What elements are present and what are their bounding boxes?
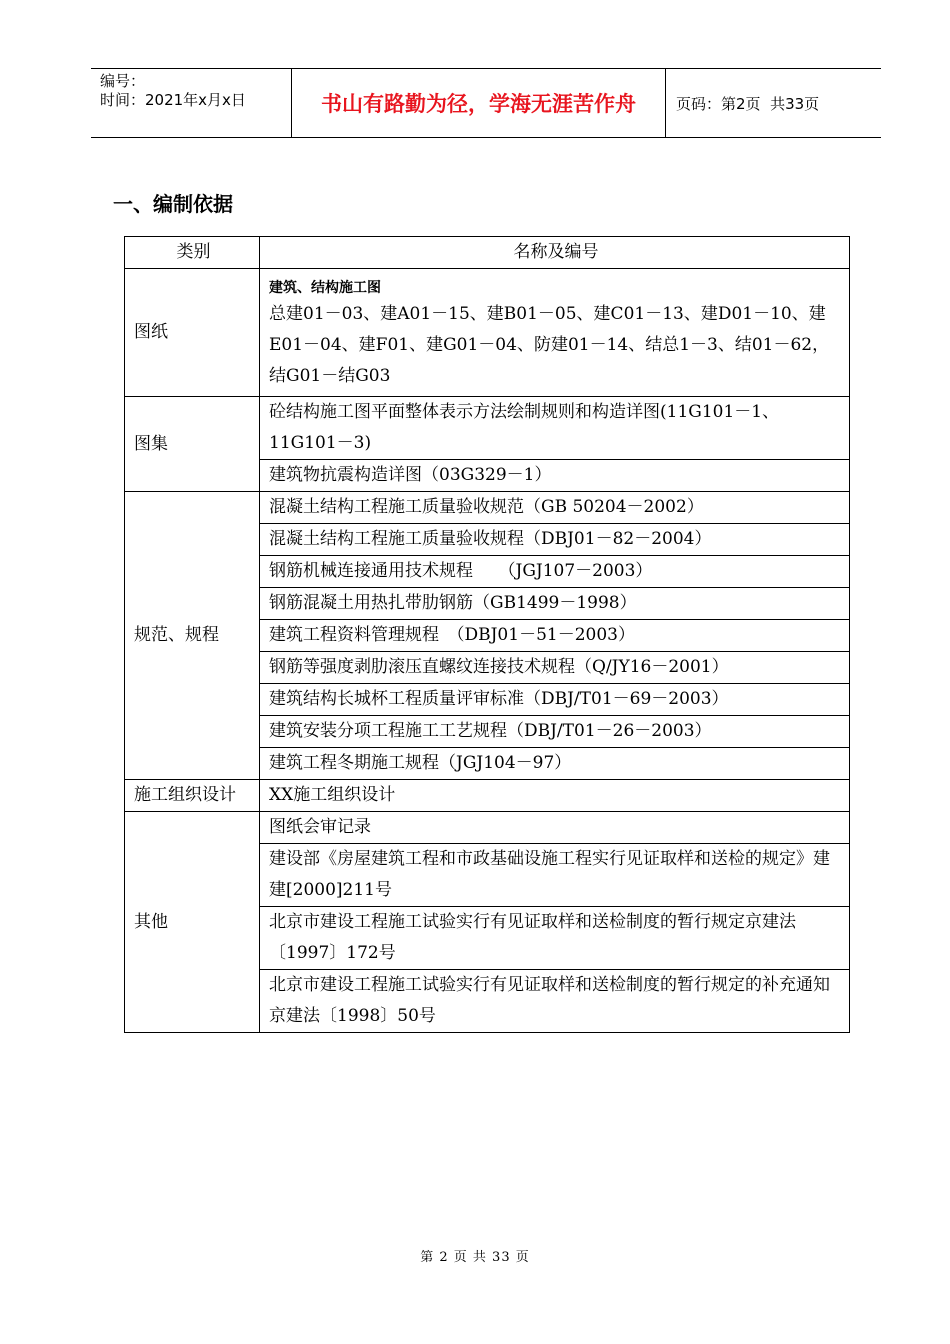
code-item-3: 钢筋机械连接通用技术规程 （JGJ107－2003） [260,556,850,588]
category-drawings: 图纸 [125,269,260,397]
basis-table [124,236,850,1033]
other-item-3: 北京市建设工程施工试验实行有见证取样和送检制度的暂行规定京建法〔1997〕172号 [260,907,850,970]
category-construction: 施工组织设计 [125,780,260,812]
page-footer [0,1246,950,1265]
col-header-category: 类别 [125,237,260,269]
atlas-item-2: 建筑物抗震构造详图（03G329－1） [260,460,850,492]
code-item-2: 混凝土结构工程施工质量验收规程（DBJ01－82－2004） [260,524,850,556]
category-others: 其他 [125,812,260,1033]
number-label: 编号： [100,72,146,90]
category-atlas: 图集 [125,397,260,492]
section-title: 一、编制依据 [113,192,233,216]
other-item-4: 北京市建设工程施工试验实行有见证取样和送检制度的暂行规定的补充通知京建法〔1998〕50号 [260,970,850,1033]
header-page-info [666,69,881,137]
table-row [125,492,850,524]
category-codes: 规范、规程 [125,492,260,780]
table-header-row [125,237,850,269]
code-item-7: 建筑结构长城杯工程质量评审标准（DBJ/T01－69－2003） [260,684,850,716]
header-meta [91,69,292,137]
code-item-4: 钢筋混凝土用热扎带肋钢筋（GB1499－1998） [260,588,850,620]
drawings-subtitle: 建筑、结构施工图 [269,280,381,296]
header-motto: 书山有路勤为径，学海无涯苦作舟 [292,69,666,137]
code-item-6: 钢筋等强度剥肋滚压直螺纹连接技术规程（Q/JY16－2001） [260,652,850,684]
page-info-text: 页码：第2页 共33页 [676,94,820,113]
code-item-9: 建筑工程冬期施工规程（JGJ104－97） [260,748,850,780]
drawings-cell [260,269,850,397]
construction-item: XX施工组织设计 [260,780,850,812]
col-header-name: 名称及编号 [260,237,850,269]
drawings-list: 总建01－03、建A01－15、建B01－05、建C01－13、建D01－10、建E01－04、建F01、建G01－04、防建01－14、结总1－3、结01－62，结G01－结G03 [269,304,830,386]
page-header [91,68,881,138]
table-row [125,397,850,460]
code-item-5: 建筑工程资料管理规程 （DBJ01－51－2003） [260,620,850,652]
code-item-8: 建筑安装分项工程施工工艺规程（DBJ/T01－26－2003） [260,716,850,748]
code-item-1: 混凝土结构工程施工质量验收规范（GB 50204－2002） [260,492,850,524]
other-item-2: 建设部《房屋建筑工程和市政基础设施工程实行见证取样和送检的规定》建建[2000]211号 [260,844,850,907]
atlas-item-1: 砼结构施工图平面整体表示方法绘制规则和构造详图(11G101－1、11G101－3) [260,397,850,460]
time-label: 时间：2021年x月x日 [100,91,246,109]
table-row [125,780,850,812]
table-row [125,812,850,844]
other-item-1: 图纸会审记录 [260,812,850,844]
table-row [125,269,850,397]
footer-page-number: 第 2 页 共 33 页 [420,1250,530,1265]
